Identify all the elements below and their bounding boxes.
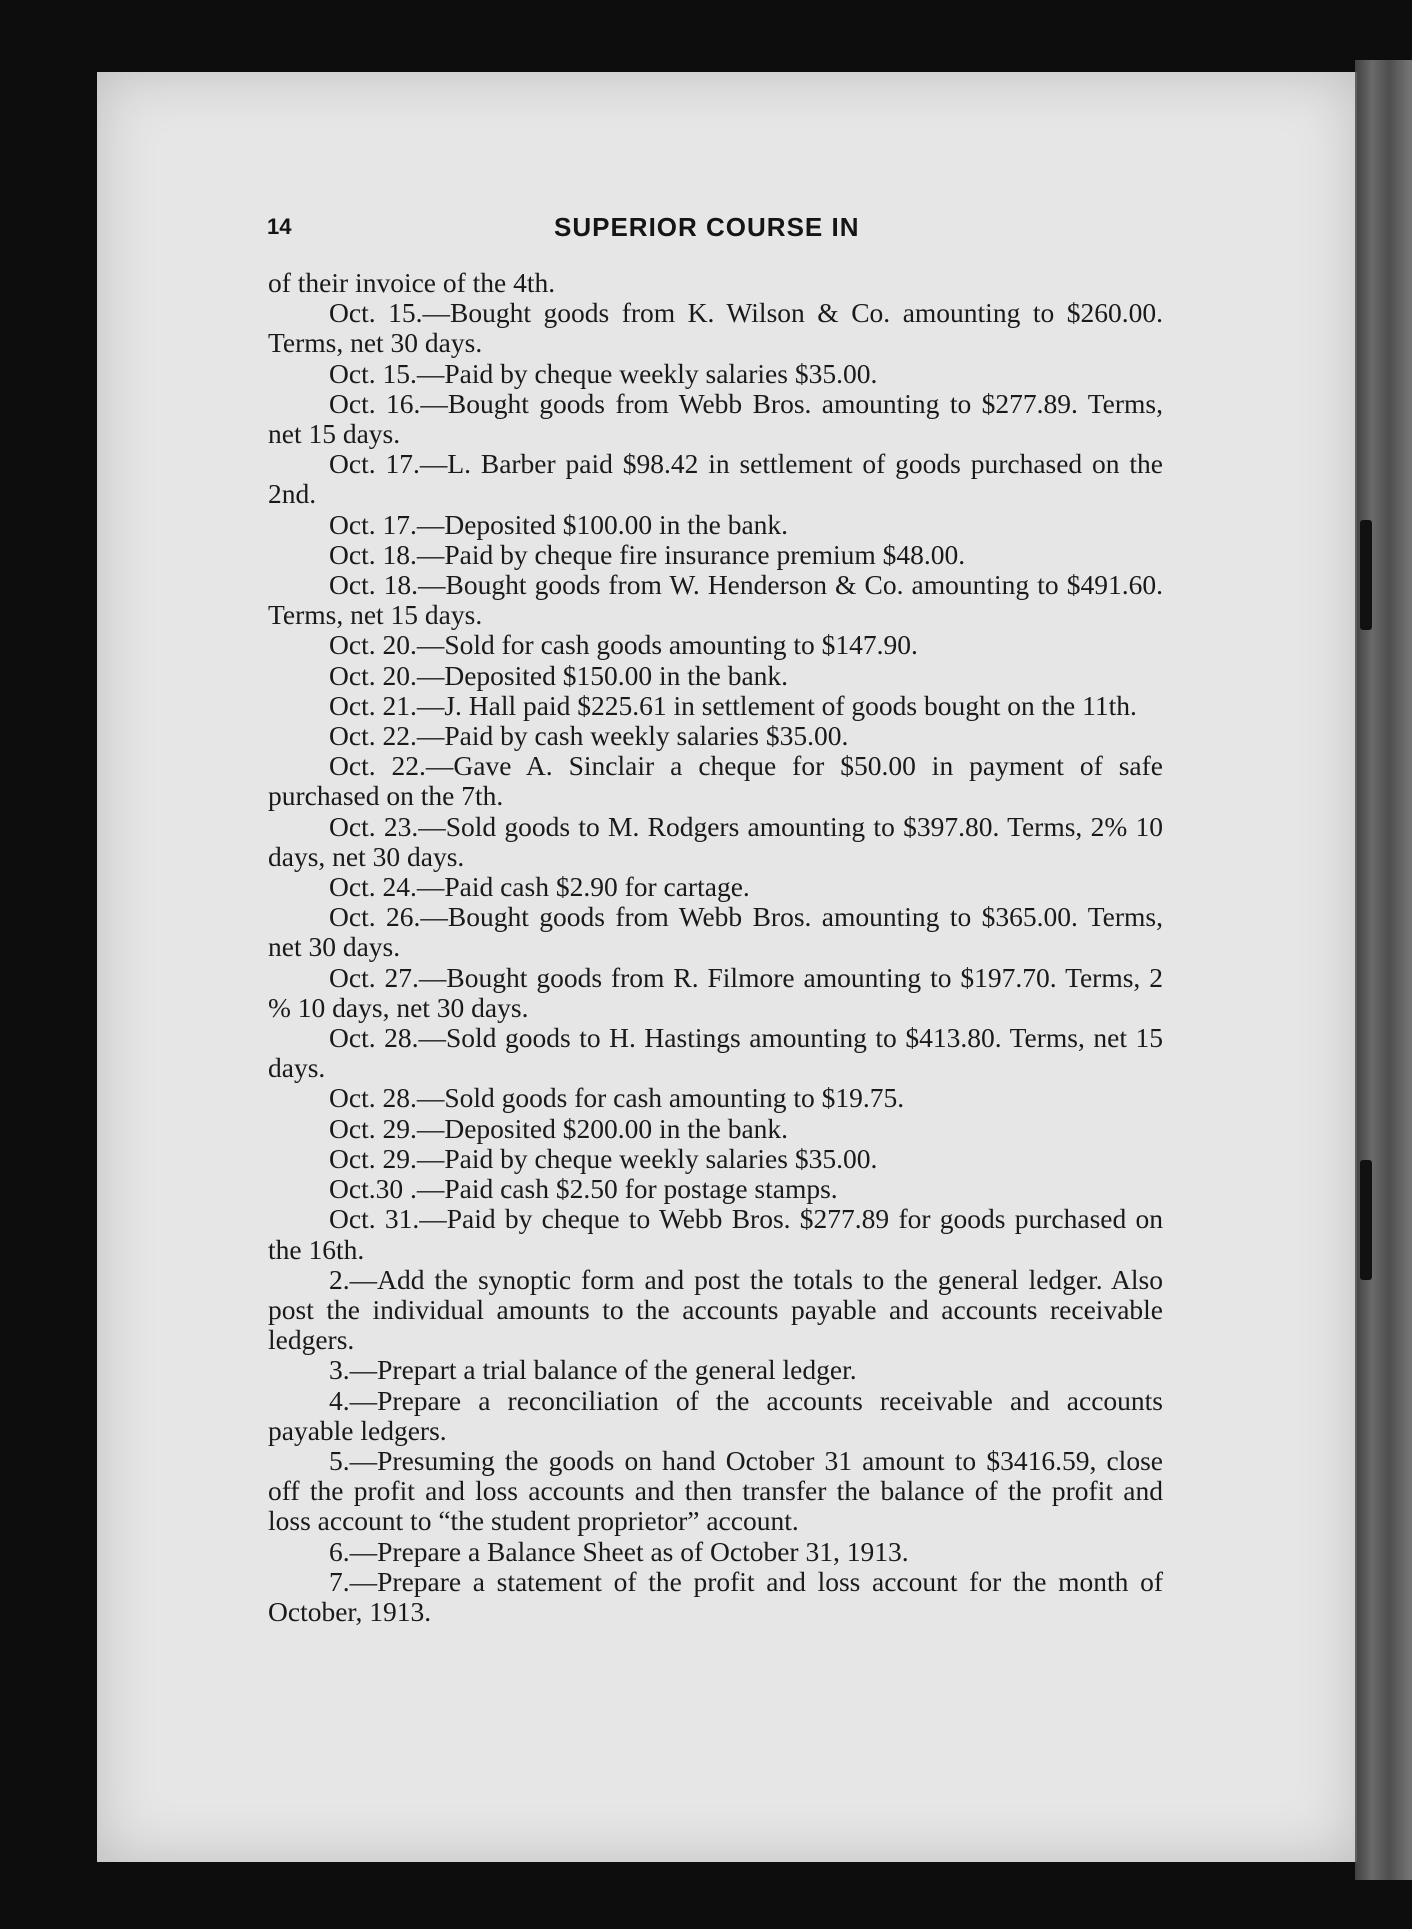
entry-paragraph: Oct. 29.—Paid by cheque weekly salaries $35.00. bbox=[329, 1142, 878, 1174]
running-title: SUPERIOR COURSE IN bbox=[554, 212, 860, 242]
instruction-paragraph: 6.—Prepare a Balance Sheet as of October 31, 1913. bbox=[329, 1535, 909, 1567]
entry-paragraph: Oct. 15.—Bought goods from K. Wilson & Co. amounting to $260.00. Terms, net 30 days. bbox=[268, 297, 1163, 359]
instruction-paragraph: 4.—Prepare a reconciliation of the accounts receivable and accounts payable ledgers. bbox=[268, 1384, 1163, 1446]
entry-paragraph: Oct. 18.—Bought goods from W. Henderson & Co. amounting to $491.60. Terms, net 15 days. bbox=[268, 569, 1163, 631]
entry-paragraph: Oct. 24.—Paid cash $2.90 for cartage. bbox=[329, 871, 750, 903]
instruction-paragraph: 5.—Presuming the goods on hand October 31 amount to $3416.59, close off the profit and loss accounts and then transfer the balance of the profit and loss account to “the student proprietor” account. bbox=[268, 1444, 1163, 1537]
entry-paragraph: Oct.30 .—Paid cash $2.50 for postage stamps. bbox=[329, 1173, 838, 1205]
entry-paragraph: Oct. 26.—Bought goods from Webb Bros. amounting to $365.00. Terms, net 30 days. bbox=[268, 901, 1163, 963]
instruction-paragraph: 7.—Prepare a statement of the profit and loss account for the month of October, 1913. bbox=[268, 1565, 1163, 1627]
book-binding-edge bbox=[1355, 60, 1412, 1880]
entry-paragraph: Oct. 28.—Sold goods to H. Hastings amounting to $413.80. Terms, net 15 days. bbox=[268, 1022, 1163, 1084]
binding-clip-mark bbox=[1360, 1160, 1372, 1280]
entry-paragraph: Oct. 15.—Paid by cheque weekly salaries $35.00. bbox=[329, 357, 878, 389]
page-header bbox=[267, 212, 1167, 248]
entry-paragraph: Oct. 20.—Sold for cash goods amounting to $147.90. bbox=[329, 629, 918, 661]
binding-clip-mark bbox=[1360, 520, 1372, 630]
entry-paragraph: Oct. 21.—J. Hall paid $225.61 in settlement of goods bought on the 11th. bbox=[329, 689, 1137, 721]
instruction-paragraph: 2.—Add the synoptic form and post the totals to the general ledger. Also post the individual amounts to the accounts payable and accounts receivable ledgers. bbox=[268, 1263, 1163, 1356]
entry-paragraph: Oct. 31.—Paid by cheque to Webb Bros. $277.89 for goods purchased on the 16th. bbox=[268, 1203, 1163, 1265]
entry-paragraph: Oct. 17.—Deposited $100.00 in the bank. bbox=[329, 508, 789, 540]
entry-paragraph: Oct. 16.—Bought goods from Webb Bros. amounting to $277.89. Terms, net 15 days. bbox=[268, 387, 1163, 450]
entry-paragraph: Oct. 22.—Paid by cash weekly salaries $35.00. bbox=[329, 720, 849, 752]
entry-paragraph: Oct. 17.—L. Barber paid $98.42 in settlement of goods purchased on the 2nd. bbox=[268, 448, 1163, 510]
instruction-paragraph: 3.—Prepart a trial balance of the general ledger. bbox=[329, 1354, 857, 1386]
entry-paragraph: Oct. 28.—Sold goods for cash amounting to $19.75. bbox=[329, 1082, 905, 1114]
page-number: 14 bbox=[267, 214, 292, 239]
entry-paragraph: Oct. 18.—Paid by cheque fire insurance premium $48.00. bbox=[329, 538, 966, 570]
entry-paragraph: Oct. 23.—Sold goods to M. Rodgers amounting to $397.80. Terms, 2% 10 days, net 30 days. bbox=[268, 810, 1163, 872]
entry-paragraph: Oct. 27.—Bought goods from R. Filmore amounting to $197.70. Terms, 2 % 10 days, net 30 days. bbox=[268, 961, 1163, 1023]
entry-paragraph: Oct. 20.—Deposited $150.00 in the bank. bbox=[329, 659, 789, 691]
entry-paragraph: Oct. 22.—Gave A. Sinclair a cheque for $50.00 in payment of safe purchased on the 7th. bbox=[268, 750, 1163, 812]
page-body-text bbox=[268, 268, 1163, 1627]
entry-paragraph: Oct. 29.—Deposited $200.00 in the bank. bbox=[329, 1112, 789, 1144]
continuation-line: of their invoice of the 4th. bbox=[268, 267, 556, 298]
